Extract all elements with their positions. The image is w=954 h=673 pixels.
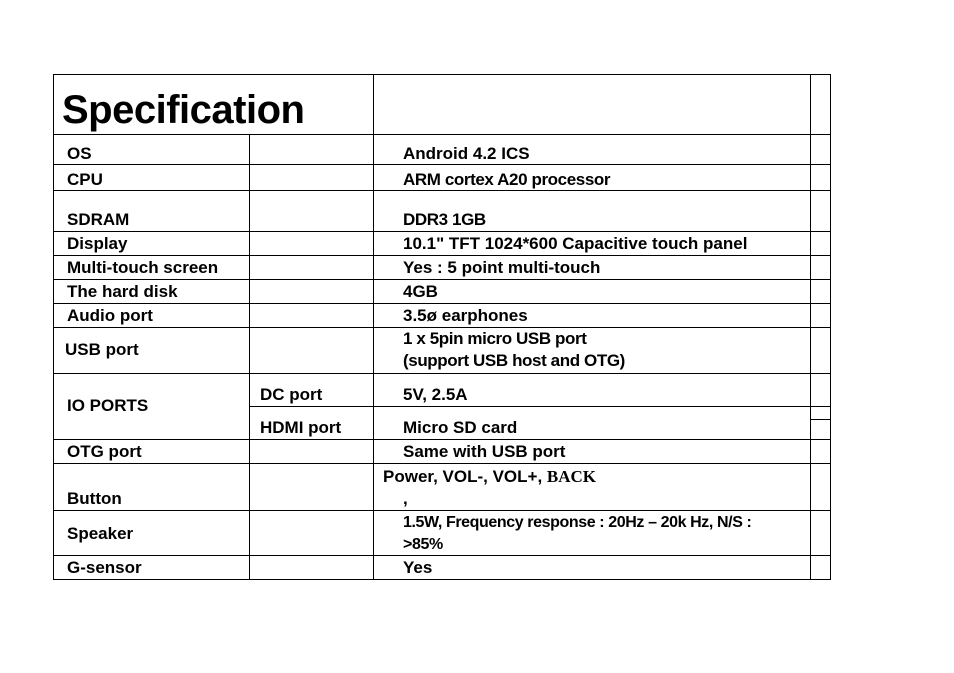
spec-label-io: IO PORTS bbox=[67, 396, 149, 415]
row-divider bbox=[53, 190, 831, 191]
spec-label-multitouch: Multi-touch screen bbox=[67, 258, 219, 277]
spec-value-display: 10.1" TFT 1024*600 Capacitive touch panel bbox=[403, 234, 748, 253]
spec-value-audio: 3.5ø earphones bbox=[403, 306, 528, 325]
spec-value-hdmi: Micro SD card bbox=[403, 418, 518, 437]
table-border-bottom bbox=[53, 579, 831, 580]
row-divider bbox=[53, 231, 831, 232]
table-border-right bbox=[830, 74, 831, 580]
row-divider bbox=[53, 303, 831, 304]
table-border-left bbox=[53, 74, 54, 580]
spec-value-dc: 5V, 2.5A bbox=[403, 385, 468, 404]
io-sub-divider bbox=[249, 406, 831, 407]
spec-label-harddisk: The hard disk bbox=[67, 282, 178, 301]
spec-label-gsensor: G-sensor bbox=[67, 558, 142, 577]
row-divider bbox=[53, 134, 831, 135]
row-divider bbox=[53, 463, 831, 464]
spec-sublabel-hdmi: HDMI port bbox=[260, 418, 342, 437]
row-divider bbox=[53, 555, 831, 556]
column-divider bbox=[810, 74, 811, 580]
right-stub-divider bbox=[810, 419, 831, 420]
spec-value-gsensor: Yes bbox=[403, 558, 433, 577]
row-divider bbox=[53, 510, 831, 511]
spec-value-speaker-line1: 1.5W, Frequency response : 20Hz – 20k Hz, N/S : bbox=[403, 514, 752, 531]
spec-value-button-part1: Power, VOL-, VOL+, bbox=[383, 467, 547, 486]
spec-label-sdram: SDRAM bbox=[67, 210, 130, 229]
row-divider bbox=[53, 439, 831, 440]
spec-label-display: Display bbox=[67, 234, 128, 253]
spec-label-speaker: Speaker bbox=[67, 524, 134, 543]
page-title: Specification bbox=[62, 88, 305, 132]
spec-value-sdram: DDR3 1GB bbox=[403, 210, 486, 229]
spec-value-usb-line2: (support USB host and OTG) bbox=[403, 351, 625, 370]
spec-label-usb: USB port bbox=[65, 340, 139, 359]
spec-value-button-line2: , bbox=[403, 489, 408, 508]
row-divider bbox=[53, 373, 831, 374]
spec-sublabel-dc: DC port bbox=[260, 385, 323, 404]
table-border-top bbox=[53, 74, 831, 75]
spec-label-cpu: CPU bbox=[67, 170, 103, 189]
spec-value-cpu: ARM cortex A20 processor bbox=[403, 170, 611, 189]
spec-value-button-part2: BACK bbox=[546, 467, 597, 486]
column-divider bbox=[373, 74, 374, 580]
spec-label-audio: Audio port bbox=[67, 306, 153, 325]
spec-label-button: Button bbox=[67, 489, 122, 508]
spec-value-speaker-line2: >85% bbox=[403, 536, 443, 553]
spec-value-multitouch: Yes : 5 point multi-touch bbox=[403, 258, 601, 277]
column-divider bbox=[249, 134, 250, 580]
spec-label-os: OS bbox=[67, 144, 92, 163]
spec-label-otg: OTG port bbox=[67, 442, 142, 461]
spec-value-button bbox=[383, 466, 596, 487]
row-divider bbox=[53, 164, 831, 165]
row-divider bbox=[53, 255, 831, 256]
spec-value-usb-line1: 1 x 5pin micro USB port bbox=[403, 329, 587, 348]
spec-value-harddisk: 4GB bbox=[403, 282, 438, 301]
spec-value-otg: Same with USB port bbox=[403, 442, 566, 461]
row-divider bbox=[53, 279, 831, 280]
spec-value-os: Android 4.2 ICS bbox=[403, 144, 530, 163]
